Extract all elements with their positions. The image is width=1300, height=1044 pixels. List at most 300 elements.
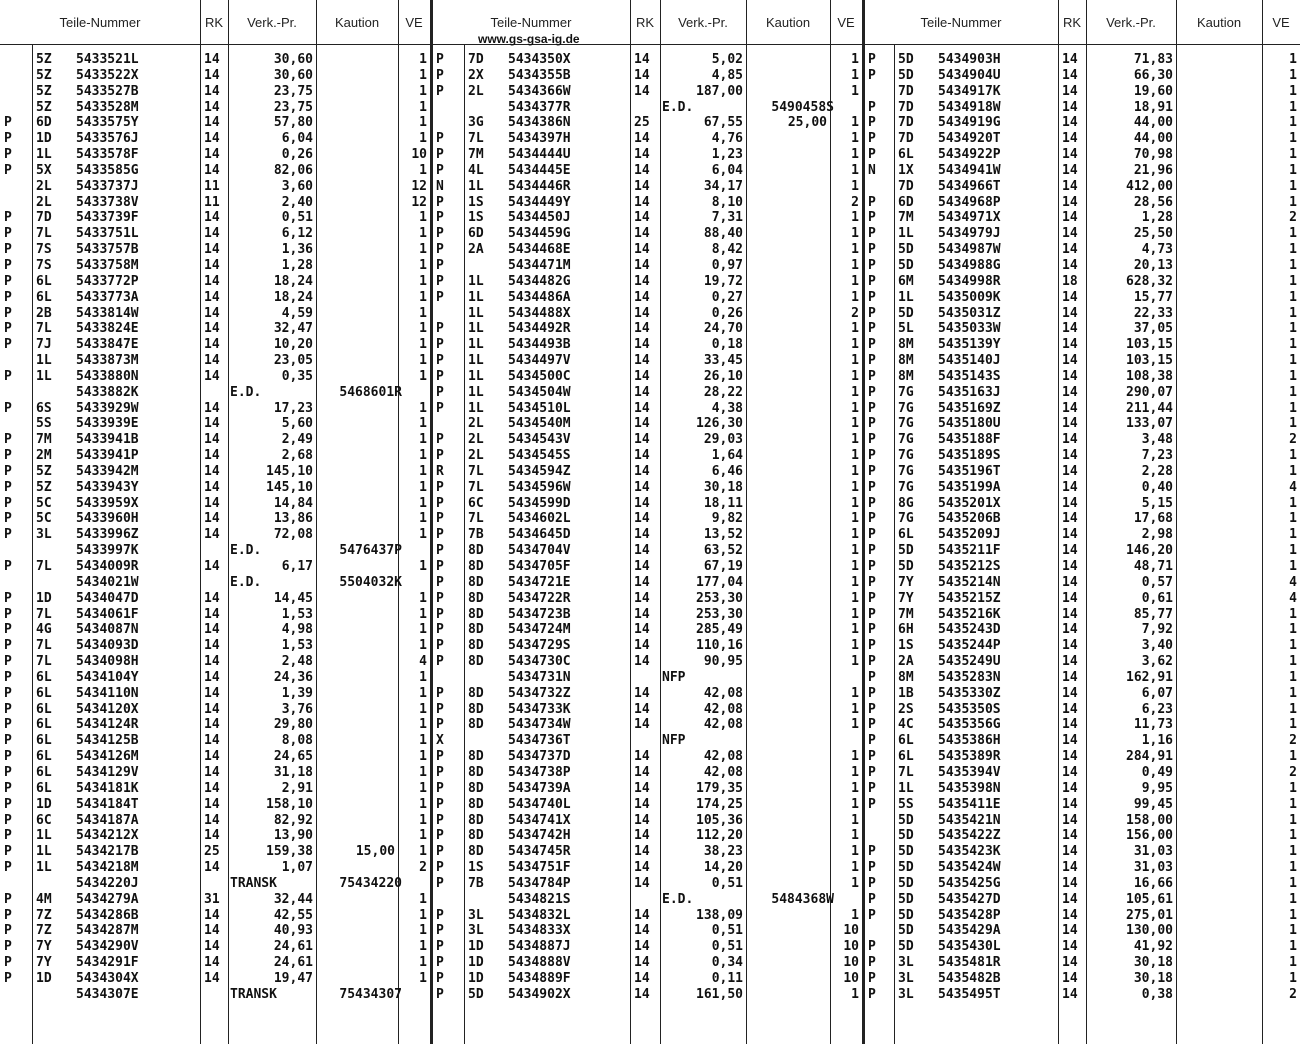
cell-part-number: 5435356G <box>938 717 1001 733</box>
cell-group: 1L <box>36 828 52 844</box>
cell-part-number: 5434212X <box>76 828 139 844</box>
cell-group: 5Z <box>36 479 52 495</box>
cell-part-number: 5433960H <box>76 511 139 527</box>
cell-price: 9,95 <box>1141 780 1173 796</box>
cell-group: 6L <box>36 685 52 701</box>
cell-rk: 14 <box>1062 891 1078 907</box>
cell-part-number: 5433939E <box>76 416 139 432</box>
cell-ve: 1 <box>851 67 859 83</box>
cell-ve: 1 <box>851 400 859 416</box>
cell-ve: 1 <box>851 115 859 131</box>
cell-flag: P <box>436 527 444 543</box>
cell-price: 6,46 <box>711 463 743 479</box>
cell-ve: 1 <box>851 717 859 733</box>
cell-ve: 1 <box>851 226 859 242</box>
cell-flag: P <box>4 923 12 939</box>
cell-price: 0,97 <box>711 257 743 273</box>
cell-ve: 1 <box>1289 257 1297 273</box>
cell-part-number: 5435330Z <box>938 685 1001 701</box>
table-row <box>0 543 1300 559</box>
cell-ve: 1 <box>851 685 859 701</box>
cell-rk: 14 <box>1062 432 1078 448</box>
cell-part-number: 5434087N <box>76 622 139 638</box>
cell-part-number: 5433941B <box>76 432 139 448</box>
cell-ve: 1 <box>419 606 427 622</box>
cell-part-number: 5434291F <box>76 955 139 971</box>
cell-group: 8D <box>468 654 484 670</box>
cell-group: 5D <box>898 559 914 574</box>
cell-group: 7L <box>36 654 52 670</box>
cell-price: 0,26 <box>281 147 313 163</box>
cell-price: 18,91 <box>1133 99 1173 115</box>
cell-group: 7M <box>36 432 52 448</box>
cell-group: 7Z <box>36 923 52 939</box>
cell-price: 138,09 <box>696 907 743 923</box>
cell-ve: 1 <box>419 83 427 99</box>
header-ve: VE <box>405 14 423 30</box>
cell-rk: 14 <box>1062 923 1078 939</box>
cell-price: 2,40 <box>281 194 313 210</box>
cell-ve: 1 <box>851 257 859 273</box>
cell-rk: 14 <box>204 131 220 147</box>
cell-group: 7D <box>36 210 52 226</box>
cell-rk: 14 <box>204 448 220 464</box>
cell-ve: 4 <box>1289 590 1297 606</box>
header-teile: Teile-Nummer <box>490 14 572 30</box>
cell-rk: 14 <box>634 321 650 337</box>
table-row <box>0 68 1300 84</box>
cell-ve: 1 <box>1289 353 1297 369</box>
cell-rk: 14 <box>1062 99 1078 115</box>
cell-flag: P <box>436 83 444 99</box>
cell-ve: 1 <box>851 638 859 654</box>
cell-ve: 1 <box>419 685 427 701</box>
cell-flag: P <box>436 638 444 654</box>
table-row <box>0 306 1300 322</box>
cell-rk: 14 <box>1062 368 1078 384</box>
cell-ve: 1 <box>1289 622 1297 638</box>
cell-flag: P <box>4 590 12 606</box>
cell-part-number: 5435427D <box>938 891 1001 907</box>
cell-rk: 14 <box>204 52 220 67</box>
cell-rk: 14 <box>1062 400 1078 416</box>
cell-part-number: 5434098H <box>76 654 139 670</box>
table-row <box>0 638 1300 654</box>
cell-rk: 14 <box>204 67 220 83</box>
table-row <box>0 575 1300 591</box>
cell-ve: 2 <box>851 305 859 321</box>
cell-ve: 1 <box>851 384 859 400</box>
cell-rk: 14 <box>634 67 650 83</box>
cell-price: 31,03 <box>1133 860 1173 876</box>
cell-flag: P <box>4 289 12 305</box>
cell-ve: 1 <box>1289 970 1297 986</box>
cell-price: 23,05 <box>273 353 313 369</box>
table-row <box>0 179 1300 195</box>
cell-price: 253,30 <box>696 590 743 606</box>
cell-price: 0,38 <box>1141 986 1173 1002</box>
cell-group: 6L <box>36 669 52 685</box>
table-row <box>0 749 1300 765</box>
cell-price: 9,82 <box>711 511 743 527</box>
cell-part-number: 5433929W <box>76 400 139 416</box>
cell-part-number: 5434645D <box>508 527 571 543</box>
cell-ve: 1 <box>1289 511 1297 527</box>
cell-ve: 1 <box>851 463 859 479</box>
cell-rk: 14 <box>204 511 220 527</box>
cell-flag: P <box>436 226 444 242</box>
cell-ve: 1 <box>1289 828 1297 844</box>
cell-part-number: 5435283N <box>938 669 1001 685</box>
cell-ve: 1 <box>851 242 859 258</box>
cell-price: 42,08 <box>703 701 743 717</box>
cell-rk: 14 <box>204 939 220 955</box>
cell-rk: 14 <box>204 559 220 574</box>
cell-rk: 14 <box>1062 448 1078 464</box>
cell-ve: 1 <box>419 273 427 289</box>
cell-flag: P <box>4 321 12 337</box>
cell-part-number: 5433824E <box>76 321 139 337</box>
cell-rk: 14 <box>634 337 650 353</box>
cell-group: 7Y <box>898 574 914 590</box>
cell-price: 31,18 <box>273 764 313 780</box>
cell-group: 3L <box>468 923 484 939</box>
cell-part-number: 5434286B <box>76 907 139 923</box>
cell-flag: P <box>436 685 444 701</box>
cell-flag: P <box>4 733 12 749</box>
cell-rk: 25 <box>204 844 220 860</box>
cell-rk: 14 <box>1062 622 1078 638</box>
cell-part-number: 5434919G <box>938 115 1001 131</box>
cell-rk: 14 <box>1062 479 1078 495</box>
cell-ve: 1 <box>419 844 427 860</box>
cell-deposit: 15,00 <box>355 844 395 860</box>
cell-flag: P <box>868 99 876 115</box>
cell-price: 290,07 <box>1126 384 1173 400</box>
cell-part-number: 5435033W <box>938 321 1001 337</box>
cell-price: 5,15 <box>1141 495 1173 511</box>
cell-ve: 1 <box>1289 305 1297 321</box>
cell-ve: 1 <box>851 353 859 369</box>
cell-group: 1X <box>898 162 914 178</box>
cell-group: 6L <box>36 701 52 717</box>
cell-ve: 2 <box>419 860 427 876</box>
cell-rk: 14 <box>204 289 220 305</box>
cell-price: 0,51 <box>711 923 743 939</box>
cell-flag: P <box>868 749 876 765</box>
cell-group: 7G <box>898 463 914 479</box>
cell-price: 105,36 <box>696 812 743 828</box>
cell-price: 67,19 <box>703 559 743 574</box>
cell-flag: P <box>4 479 12 495</box>
cell-group: 1L <box>468 321 484 337</box>
cell-price: 156,00 <box>1126 828 1173 844</box>
column-header-row <box>864 0 1300 45</box>
cell-ve: 1 <box>1289 955 1297 971</box>
cell-group: 2S <box>898 701 914 717</box>
cell-part-number: 5434596W <box>508 479 571 495</box>
cell-flag: P <box>436 939 444 955</box>
cell-flag: P <box>4 527 12 543</box>
cell-ve: 1 <box>1289 638 1297 654</box>
cell-flag: P <box>868 67 876 83</box>
cell-rk: 14 <box>1062 543 1078 559</box>
cell-part-number: 5434386N <box>508 115 571 131</box>
cell-part-number: 5434450J <box>508 210 571 226</box>
cell-price: 4,76 <box>711 131 743 147</box>
cell-group: 7D <box>898 178 914 194</box>
cell-rk: 14 <box>1062 115 1078 131</box>
cell-flag: P <box>868 860 876 876</box>
cell-group: 2X <box>468 67 484 83</box>
cell-ve: 1 <box>851 764 859 780</box>
cell-rk: 14 <box>204 685 220 701</box>
cell-price: 29,03 <box>703 432 743 448</box>
cell-group: 7L <box>468 131 484 147</box>
cell-deposit: 5468601R <box>339 384 402 400</box>
cell-price: 8,08 <box>281 733 313 749</box>
cell-price: 25,50 <box>1133 226 1173 242</box>
cell-rk: 14 <box>634 178 650 194</box>
cell-part-number: 5433873M <box>76 353 139 369</box>
cell-flag: P <box>436 923 444 939</box>
cell-part-number: 5435350S <box>938 701 1001 717</box>
cell-price: 4,85 <box>711 67 743 83</box>
cell-rk: 14 <box>634 574 650 590</box>
cell-flag: P <box>868 638 876 654</box>
cell-price: 0,26 <box>711 305 743 321</box>
cell-rk: 14 <box>204 907 220 923</box>
cell-price: 145,10 <box>266 463 313 479</box>
cell-ve: 1 <box>851 321 859 337</box>
cell-group: 1L <box>898 226 914 242</box>
cell-price: TRANSK <box>230 986 277 1002</box>
cell-group: 8M <box>898 337 914 353</box>
cell-rk: 14 <box>204 115 220 131</box>
cell-price: 1,39 <box>281 685 313 701</box>
cell-flag: P <box>4 701 12 717</box>
cell-price: E.D. <box>662 99 694 115</box>
cell-group: 5D <box>898 305 914 321</box>
cell-ve: 1 <box>1289 559 1297 574</box>
cell-rk: 14 <box>204 701 220 717</box>
cell-ve: 1 <box>1289 384 1297 400</box>
cell-price: 11,73 <box>1133 717 1173 733</box>
cell-group: 2L <box>36 194 52 210</box>
cell-group: 2M <box>36 448 52 464</box>
header-teile: Teile-Nummer <box>59 14 141 30</box>
cell-price: 17,23 <box>273 400 313 416</box>
cell-flag: P <box>4 257 12 273</box>
cell-price: 17,68 <box>1133 511 1173 527</box>
cell-ve: 1 <box>1289 368 1297 384</box>
cell-price: 105,61 <box>1126 891 1173 907</box>
cell-part-number: 5434751F <box>508 860 571 876</box>
cell-rk: 14 <box>634 289 650 305</box>
cell-price: 13,90 <box>273 828 313 844</box>
cell-part-number: 5434733K <box>508 701 571 717</box>
cell-price: 0,51 <box>711 939 743 955</box>
cell-ve: 1 <box>851 83 859 99</box>
cell-rk: 14 <box>1062 353 1078 369</box>
cell-flag: P <box>868 52 876 67</box>
cell-part-number: 5434732Z <box>508 685 571 701</box>
cell-group: 5D <box>468 986 484 1002</box>
cell-flag: P <box>436 162 444 178</box>
table-row <box>0 274 1300 290</box>
cell-rk: 14 <box>204 733 220 749</box>
cell-ve: 1 <box>1289 273 1297 289</box>
cell-rk: 14 <box>204 828 220 844</box>
cell-part-number: 5435398N <box>938 780 1001 796</box>
cell-rk: 14 <box>204 257 220 273</box>
cell-group: 3G <box>468 115 484 131</box>
cell-part-number: 5433751L <box>76 226 139 242</box>
cell-price: 0,51 <box>281 210 313 226</box>
cell-group: 5D <box>898 52 914 67</box>
cell-part-number: 5433942M <box>76 463 139 479</box>
cell-group: 6C <box>468 495 484 511</box>
cell-part-number: 5434734W <box>508 717 571 733</box>
cell-part-number: 5435209J <box>938 527 1001 543</box>
cell-group: 7L <box>36 321 52 337</box>
cell-part-number: 5434903H <box>938 52 1001 67</box>
cell-flag: P <box>4 432 12 448</box>
cell-ve: 1 <box>419 891 427 907</box>
cell-part-number: 5434979J <box>938 226 1001 242</box>
cell-price: 31,03 <box>1133 844 1173 860</box>
parts-rows <box>0 52 1300 1003</box>
cell-group: 1D <box>36 970 52 986</box>
cell-flag: P <box>436 543 444 559</box>
cell-part-number: 5434492R <box>508 321 571 337</box>
cell-flag: P <box>4 495 12 511</box>
cell-group: 7M <box>898 210 914 226</box>
cell-group: 7J <box>36 337 52 353</box>
cell-rk: 14 <box>1062 717 1078 733</box>
cell-part-number: 5433522X <box>76 67 139 83</box>
cell-rk: 14 <box>1062 321 1078 337</box>
cell-part-number: 5434966T <box>938 178 1001 194</box>
table-row <box>0 860 1300 876</box>
cell-rk: 14 <box>1062 685 1078 701</box>
cell-deposit: 5476437P <box>339 543 402 559</box>
cell-part-number: 5434493B <box>508 337 571 353</box>
cell-group: 2L <box>468 448 484 464</box>
cell-ve: 1 <box>419 115 427 131</box>
cell-flag: P <box>436 654 444 670</box>
cell-group: 5X <box>36 162 52 178</box>
cell-group: 4L <box>468 162 484 178</box>
cell-ve: 1 <box>419 479 427 495</box>
cell-price: 3,40 <box>1141 638 1173 654</box>
cell-rk: 14 <box>204 764 220 780</box>
cell-part-number: 5434446R <box>508 178 571 194</box>
table-row <box>0 100 1300 116</box>
cell-rk: 14 <box>204 353 220 369</box>
cell-flag: P <box>4 939 12 955</box>
cell-part-number: 5434482G <box>508 273 571 289</box>
cell-group: 8D <box>468 685 484 701</box>
cell-price: 2,28 <box>1141 463 1173 479</box>
cell-part-number: 5435189S <box>938 448 1001 464</box>
cell-part-number: 5434987W <box>938 242 1001 258</box>
cell-rk: 14 <box>634 812 650 828</box>
cell-price: 24,61 <box>273 955 313 971</box>
cell-ve: 1 <box>851 796 859 812</box>
cell-rk: 14 <box>1062 733 1078 749</box>
cell-flag: P <box>4 970 12 986</box>
cell-flag: P <box>868 955 876 971</box>
cell-rk: 14 <box>204 970 220 986</box>
cell-rk: 14 <box>204 622 220 638</box>
cell-rk: 31 <box>204 891 220 907</box>
table-row <box>0 353 1300 369</box>
cell-flag: P <box>436 875 444 891</box>
cell-part-number: 5435169Z <box>938 400 1001 416</box>
cell-rk: 14 <box>204 590 220 606</box>
cell-part-number: 5434287M <box>76 923 139 939</box>
cell-part-number: 5434971X <box>938 210 1001 226</box>
header-kaution: Kaution <box>334 14 380 30</box>
cell-group: 7G <box>898 448 914 464</box>
cell-flag: P <box>436 796 444 812</box>
cell-ve: 1 <box>1289 337 1297 353</box>
cell-ve: 1 <box>419 733 427 749</box>
cell-ve: 1 <box>1289 52 1297 67</box>
cell-part-number: 5434093D <box>76 638 139 654</box>
cell-part-number: 5435206B <box>938 511 1001 527</box>
cell-ve: 1 <box>851 701 859 717</box>
cell-ve: 1 <box>419 955 427 971</box>
cell-part-number: 5434486A <box>508 289 571 305</box>
table-row <box>0 480 1300 496</box>
cell-flag: P <box>436 955 444 971</box>
cell-group: 7L <box>36 638 52 654</box>
cell-flag: P <box>436 337 444 353</box>
cell-flag: P <box>868 337 876 353</box>
cell-group: 7D <box>468 52 484 67</box>
cell-part-number: 5434736T <box>508 733 571 749</box>
cell-rk: 14 <box>634 162 650 178</box>
cell-part-number: 5434181K <box>76 780 139 796</box>
cell-ve: 1 <box>851 495 859 511</box>
cell-ve: 1 <box>419 337 427 353</box>
cell-group: 8D <box>468 622 484 638</box>
cell-price: 99,45 <box>1133 796 1173 812</box>
cell-flag: P <box>436 907 444 923</box>
cell-group: 5D <box>898 257 914 273</box>
cell-group: 3L <box>898 970 914 986</box>
cell-rk: 14 <box>1062 606 1078 622</box>
cell-group: 1D <box>36 796 52 812</box>
cell-ve: 1 <box>419 622 427 638</box>
cell-ve: 1 <box>419 305 427 321</box>
cell-ve: 1 <box>419 717 427 733</box>
cell-ve: 1 <box>419 970 427 986</box>
table-row <box>0 622 1300 638</box>
cell-ve: 1 <box>851 780 859 796</box>
cell-rk: 14 <box>1062 986 1078 1002</box>
cell-rk: 14 <box>1062 162 1078 178</box>
cell-price: 8,10 <box>711 194 743 210</box>
table-row <box>0 971 1300 987</box>
cell-rk: 14 <box>204 432 220 448</box>
cell-flag: P <box>868 242 876 258</box>
cell-price: 0,18 <box>711 337 743 353</box>
cell-flag: P <box>436 273 444 289</box>
cell-part-number: 5435244P <box>938 638 1001 654</box>
